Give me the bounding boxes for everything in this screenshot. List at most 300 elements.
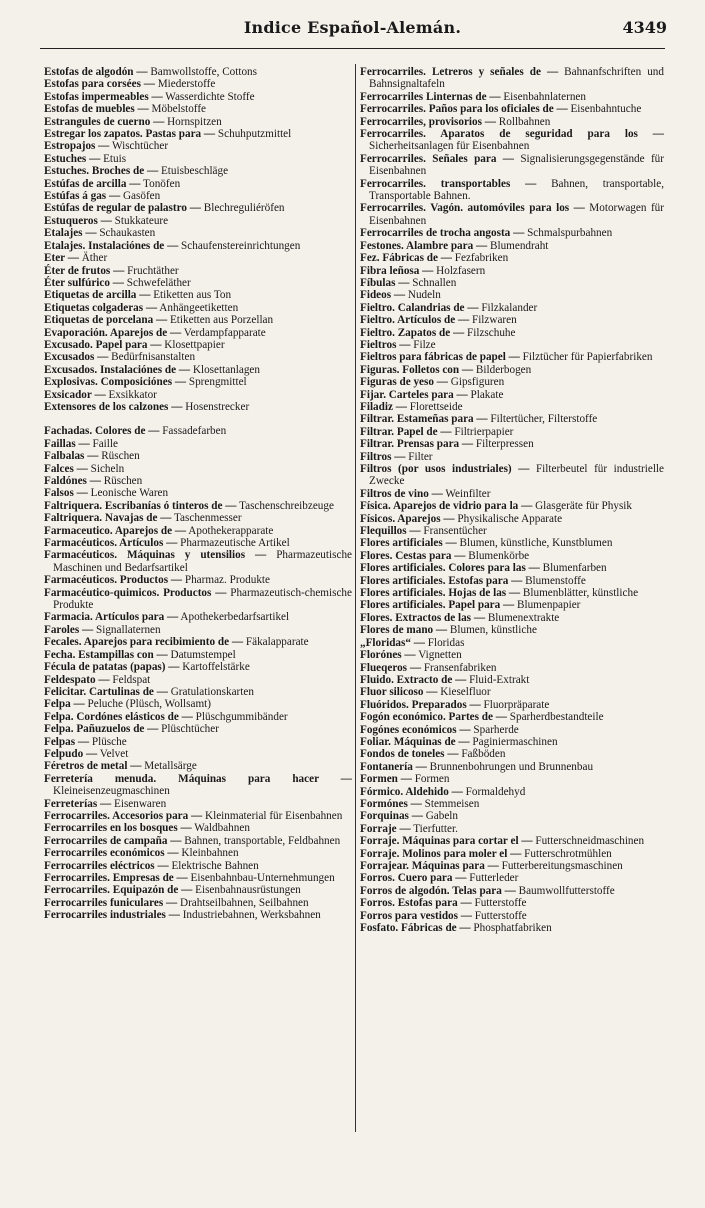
- entry-term: Forrajear. Máquinas para —: [360, 860, 499, 872]
- entry-term: Fluido. Extracto de —: [360, 673, 467, 686]
- entry-translation: Tierfutter.: [410, 822, 458, 835]
- entry-translation: Eisenbahnbau-Unternehmungen: [187, 872, 335, 884]
- entry-term: Faillas —: [44, 437, 90, 450]
- index-entry: [44, 661, 352, 673]
- entry-term: Fondos de toneles —: [360, 748, 459, 761]
- entry-term: Felicitar. Cartulinas de —: [44, 685, 168, 698]
- index-entry: [360, 240, 664, 252]
- entry-term: Felpudo —: [44, 747, 98, 760]
- index-entry: [360, 202, 664, 227]
- entry-translation: Blechreguliéröfen: [200, 202, 285, 215]
- entry-term: Etalajes. Instalaciónes de —: [44, 239, 179, 252]
- entry-translation: Signallaternen: [93, 623, 161, 636]
- entry-translation: Eisenbahnlaternen: [500, 90, 586, 103]
- entry-translation: Nudeln: [405, 289, 441, 302]
- entry-term: Fécula de patatas (papas) —: [44, 661, 180, 674]
- index-entry: [360, 537, 664, 549]
- entry-translation: Schaukasten: [96, 227, 156, 240]
- entry-translation: Pharmazeutisch-chemische Produkte: [53, 586, 352, 612]
- entry-term: Éter sulfúrico —: [44, 276, 124, 289]
- entry-term: Ferrocarriles industriales —: [44, 909, 180, 922]
- entry-translation: Fezfabriken: [451, 252, 509, 265]
- index-entry: [360, 116, 664, 128]
- index-entry: [44, 91, 352, 103]
- entry-term: Estropajos —: [44, 140, 110, 153]
- entry-translation: Faille: [89, 437, 118, 450]
- entry-translation: Taschenmesser: [171, 512, 242, 525]
- index-entry: [360, 910, 664, 922]
- entry-term: Estregar los zapatos. Pastas para —: [44, 128, 216, 141]
- entry-term: Forraje. Molinos para moler el —: [360, 847, 522, 860]
- index-entry: [360, 451, 664, 463]
- entry-term: Filtrar. Prensas para —: [360, 438, 474, 451]
- index-entry: [360, 351, 664, 363]
- entry-translation: Formaldehyd: [462, 785, 526, 798]
- index-entry: [360, 810, 664, 822]
- index-entry: [360, 624, 664, 636]
- entry-term: Estofas impermeables —: [44, 90, 163, 103]
- entry-translation: Sparherde: [470, 723, 519, 736]
- index-entry: [44, 537, 352, 549]
- entry-translation: Schmalspurbahnen: [524, 227, 613, 240]
- index-entry: [44, 103, 352, 115]
- entry-translation: Blumen, künstliche: [447, 624, 537, 637]
- page-header: [0, 18, 705, 48]
- index-entry: [44, 773, 352, 798]
- entry-term: Formónes —: [360, 797, 422, 810]
- index-entry: [44, 140, 352, 152]
- index-entry: [360, 860, 664, 872]
- entry-translation: Schuhputzmittel: [215, 128, 292, 141]
- entry-term: Estuches —: [44, 152, 101, 165]
- entry-translation: Bahnen, transportable, Transportable Bahnen.: [369, 177, 665, 203]
- entry-term: Farmacéuticos. Máquinas y utensilios —: [44, 549, 267, 562]
- entry-term: Felpas —: [44, 735, 90, 748]
- entry-translation: Physikalische Apparate: [454, 512, 563, 525]
- entry-translation: Weinfilter: [442, 487, 491, 500]
- index-entry: [360, 798, 664, 810]
- entry-term: Ferrocarriles. Aparatos de seguridad para los —: [360, 128, 664, 141]
- entry-translation: Schnallen: [409, 276, 457, 289]
- entry-translation: Plüsche: [89, 735, 127, 748]
- entry-term: Filtros (por usos industriales) —: [360, 463, 530, 475]
- entry-term: Etalajes —: [44, 227, 97, 240]
- index-entry: [44, 611, 352, 623]
- entry-term: Filtros de vino —: [360, 487, 443, 500]
- index-entry: [44, 847, 352, 859]
- entry-translation: Futterschrotmühlen: [521, 847, 612, 860]
- entry-term: Forros. Cuero para —: [360, 872, 467, 885]
- index-entry: [360, 401, 664, 413]
- index-entry: [360, 426, 664, 438]
- index-entry: [44, 153, 352, 165]
- entry-translation: Filterbeutel für industrielle Zwecke: [369, 463, 664, 488]
- entry-term: Faldónes —: [44, 475, 101, 487]
- entry-term: Estuches. Broches de —: [44, 165, 159, 178]
- index-entry: [360, 525, 664, 537]
- entry-term: Festones. Alambre para —: [360, 239, 488, 252]
- entry-term: Florónes —: [360, 649, 416, 662]
- entry-translation: Blumenblätter, künstliche: [520, 587, 639, 600]
- index-entry: [360, 488, 664, 500]
- entry-term: Fibra leñosa —: [360, 264, 434, 277]
- index-entry: [44, 389, 352, 401]
- entry-translation: Filzkalander: [478, 301, 538, 314]
- entry-term: Farmaceutico. Aparejos de —: [44, 524, 187, 537]
- entry-term: Fieltro. Calandrias de —: [360, 301, 479, 314]
- entry-translation: Bamwollstoffe, Cottons: [147, 66, 258, 78]
- index-entry: [44, 314, 352, 326]
- index-entry: [44, 822, 352, 834]
- entry-term: Falbalas —: [44, 450, 99, 463]
- entry-term: Forros para vestidos —: [360, 909, 472, 922]
- entry-term: Ferreterías —: [44, 797, 112, 810]
- entry-translation: Futterbereitungsmaschinen: [498, 860, 623, 872]
- index-entry: [360, 922, 664, 934]
- index-entry: [44, 674, 352, 686]
- entry-translation: Wasserdichte Stoffe: [162, 90, 255, 103]
- index-entry: [44, 860, 352, 872]
- index-entry: [44, 748, 352, 760]
- entry-translation: Blumenfarben: [539, 562, 607, 575]
- entry-term: Estrangules de cuerno —: [44, 115, 165, 128]
- index-entry: [360, 736, 664, 748]
- entry-term: Ferrocarriles. Accesorios para —: [44, 809, 203, 822]
- index-entry: [44, 351, 352, 363]
- index-entry: [360, 252, 664, 264]
- entry-translation: Filze: [410, 338, 436, 351]
- entry-term: Flores de mano —: [360, 624, 448, 637]
- entry-translation: Miederstoffe: [154, 78, 216, 91]
- index-entry: [360, 587, 664, 599]
- entry-term: Felpa —: [44, 698, 85, 711]
- entry-term: Fosfato. Fábricas de —: [360, 922, 471, 935]
- entry-term: Falces —: [44, 462, 88, 475]
- index-entry: [360, 562, 664, 574]
- entry-translation: Etuisbeschläge: [158, 165, 229, 178]
- index-entry: [44, 302, 352, 314]
- entry-translation: Baumwollfutterstoffe: [515, 884, 615, 897]
- entry-translation: Gabeln: [422, 810, 459, 823]
- entry-translation: Blumenextrakte: [485, 611, 560, 624]
- entry-translation: Stemmeisen: [421, 797, 480, 810]
- index-entry: [44, 190, 352, 202]
- entry-translation: Rüschen: [100, 475, 143, 487]
- entry-translation: Hosenstrecker: [182, 400, 250, 413]
- entry-term: Fachadas. Colores de —: [44, 425, 160, 438]
- entry-translation: Verdampfapparate: [181, 326, 266, 339]
- index-entry: [360, 637, 664, 649]
- entry-translation: Gasöfen: [120, 190, 161, 203]
- index-entry: [360, 227, 664, 239]
- entry-translation: Fransentücher: [420, 525, 487, 538]
- index-entry: [44, 116, 352, 128]
- entry-term: Figuras de yeso —: [360, 376, 448, 389]
- entry-translation: Schwefeläther: [123, 276, 191, 289]
- index-entry: [44, 202, 352, 214]
- entry-term: Flores artificiales. Papel para —: [360, 599, 515, 612]
- entry-term: Flores. Extractos de las —: [360, 611, 486, 624]
- index-entry: [44, 66, 352, 78]
- index-entry: [360, 66, 664, 91]
- index-entry: [360, 786, 664, 798]
- index-entry: [44, 512, 352, 524]
- entry-translation: Peluche (Plüsch, Wollsamt): [84, 698, 212, 711]
- entry-translation: Etuis: [100, 152, 127, 165]
- entry-translation: Gipsfiguren: [447, 376, 505, 389]
- entry-translation: Blumen, künstliche, Kunstblumen: [456, 537, 613, 550]
- entry-term: Féretros de metal —: [44, 760, 142, 773]
- entry-term: Eter —: [44, 252, 79, 265]
- entry-term: Filtrar. Estameñas para —: [360, 413, 488, 426]
- index-entry: [360, 463, 664, 488]
- entry-term: Fíbulas —: [360, 276, 410, 289]
- entry-term: Flores. Cestas para —: [360, 549, 466, 562]
- entry-term: Fogón económico. Partes de —: [360, 711, 507, 724]
- index-entry: [360, 327, 664, 339]
- index-entry: [44, 587, 352, 612]
- index-entry: [360, 662, 664, 674]
- entry-translation: Rollbahnen: [495, 115, 551, 128]
- entry-translation: Fruchtäther: [124, 264, 179, 277]
- entry-term: Estúfas á gas —: [44, 190, 121, 203]
- index-entry: [44, 463, 352, 475]
- index-entry: [44, 872, 352, 884]
- index-entry: [44, 289, 352, 301]
- entry-translation: Exsikkator: [105, 388, 157, 401]
- index-entry: [360, 413, 664, 425]
- entry-translation: Florettseide: [406, 400, 463, 413]
- entry-term: Felpa. Pañuzuelos de —: [44, 723, 159, 736]
- right-column: [360, 66, 664, 934]
- entry-translation: Apothekerbedarfsartikel: [178, 611, 290, 624]
- left-column: [44, 66, 352, 922]
- index-entry: [44, 810, 352, 822]
- entry-translation: Fransenfabriken: [421, 661, 497, 674]
- entry-translation: Phosphatfabriken: [470, 922, 552, 935]
- entry-translation: Filzwaren: [469, 314, 517, 327]
- entry-translation: Blumendraht: [487, 239, 549, 252]
- entry-translation: Sparherdbestandteile: [506, 711, 604, 724]
- entry-translation: Taschenschreibzeuge: [236, 499, 334, 512]
- entry-term: Faltriquera. Navajas de —: [44, 512, 172, 525]
- entry-term: Fieltros —: [360, 338, 411, 351]
- index-entry: [44, 227, 352, 239]
- index-entry: [44, 835, 352, 847]
- index-entry: [44, 636, 352, 648]
- index-entry: [44, 438, 352, 450]
- entry-translation: Möbelstoffe: [148, 103, 207, 116]
- index-entry: [360, 438, 664, 450]
- index-entry: [360, 265, 664, 277]
- entry-term: Exsicador —: [44, 388, 106, 401]
- entry-term: Feldespato —: [44, 673, 110, 686]
- entry-translation: Eisenbahnausrüstungen: [192, 884, 301, 897]
- index-entry: [360, 302, 664, 314]
- entry-term: Estúfas de regular de palastro —: [44, 202, 201, 215]
- entry-translation: Filztücher für Papierfabriken: [519, 351, 653, 364]
- index-entry: [360, 724, 664, 736]
- entry-term: Ferrocarriles en los bosques —: [44, 822, 192, 835]
- entry-translation: Plüschgummibänder: [192, 710, 288, 723]
- index-entry: [360, 773, 664, 785]
- index-entry: [44, 425, 352, 437]
- entry-translation: Blumenstoffe: [522, 574, 586, 587]
- index-entry: [360, 389, 664, 401]
- entry-term: Flores artificiales. Estofas para —: [360, 574, 523, 587]
- index-entry: [360, 885, 664, 897]
- entry-translation: Hornspitzen: [164, 115, 222, 128]
- entry-translation: Sicherheitsanlagen für Eisenbahnen: [369, 140, 530, 153]
- entry-term: Filtrar. Papel de —: [360, 425, 452, 438]
- entry-term: Ferrocarriles eléctricos —: [44, 859, 169, 872]
- index-entry: [44, 760, 352, 772]
- entry-term: Etiquetas de porcelana —: [44, 314, 168, 327]
- entry-term: Estofas para corsées —: [44, 78, 155, 91]
- entry-term: Fontanería —: [360, 760, 427, 773]
- entry-term: Falsos —: [44, 487, 88, 500]
- entry-translation: Floridas: [424, 636, 465, 649]
- index-entry: [360, 339, 664, 351]
- entry-translation: Stukkateure: [111, 214, 169, 227]
- index-entry: [360, 103, 664, 115]
- entry-translation: Waldbahnen: [191, 822, 250, 835]
- entry-term: Estuqueros —: [44, 214, 112, 227]
- entry-translation: Bahnen, transportable, Feldbahnen: [181, 834, 341, 847]
- entry-translation: Pharmaz. Produkte: [182, 574, 270, 587]
- entry-translation: Plüschtücher: [158, 723, 219, 736]
- entry-term: Ferrocarriles. Señales para —: [360, 152, 514, 165]
- entry-term: Farmacéuticos. Artículos —: [44, 537, 178, 550]
- entry-term: Físicos. Aparejos —: [360, 512, 455, 525]
- index-entry: [44, 897, 352, 909]
- index-entry: [360, 128, 664, 153]
- entry-term: Fluor silicoso —: [360, 686, 438, 699]
- entry-term: Explosivas. Composiciónes —: [44, 376, 187, 389]
- entry-term: Filtros —: [360, 450, 406, 463]
- index-entry: [44, 252, 352, 264]
- index-entry: [44, 364, 352, 376]
- index-entry: [360, 599, 664, 611]
- entry-term: Ferrocarriles. Equipazón de —: [44, 884, 193, 897]
- page-number: 4349: [622, 18, 667, 37]
- index-entry: [44, 327, 352, 339]
- index-entry: [44, 525, 352, 537]
- entry-translation: Etiketten aus Porzellan: [167, 314, 274, 327]
- index-entry: [44, 475, 352, 487]
- index-entry: [44, 624, 352, 636]
- index-entry: [44, 500, 352, 512]
- entry-translation: Bilderbogen: [473, 363, 532, 376]
- index-entry: [44, 165, 352, 177]
- index-entry: [360, 364, 664, 376]
- entry-term: Ferrocarriles. Paños para los oficiales de —: [360, 103, 568, 116]
- index-entry: [44, 215, 352, 227]
- entry-term: Fideos —: [360, 289, 406, 302]
- entry-term: Forraje —: [360, 822, 411, 835]
- entry-translation: Fassadefarben: [159, 425, 227, 438]
- entry-translation: Eisenbahntuche: [567, 103, 642, 116]
- entry-translation: Pharmazeutische Artikel: [177, 537, 290, 550]
- entry-translation: Etiketten aus Ton: [150, 289, 232, 302]
- entry-term: Ferrocarriles de trocha angosta —: [360, 227, 525, 240]
- entry-term: Farmacéutico-quimicos. Productos —: [44, 586, 227, 599]
- entry-translation: Bahnanfschriften und Bahnsignaltafeln: [369, 66, 664, 91]
- index-entry: [360, 848, 664, 860]
- entry-translation: Schaufenstereinrichtungen: [178, 239, 301, 252]
- index-entry: [360, 91, 664, 103]
- entry-term: Flores artificiales —: [360, 537, 457, 550]
- entry-translation: Futterleder: [466, 872, 519, 885]
- index-entry: [44, 711, 352, 723]
- entry-term: Fogónes económicos —: [360, 723, 471, 736]
- index-entry: [360, 674, 664, 686]
- entry-translation: Filzschuhe: [464, 326, 516, 339]
- index-entry: [360, 649, 664, 661]
- entry-translation: Futterstoffe: [471, 909, 527, 922]
- index-entry: [360, 376, 664, 388]
- index-entry: [44, 450, 352, 462]
- entry-translation: Anhängeetiketten: [157, 301, 239, 314]
- index-entry: [360, 711, 664, 723]
- entry-term: Flores artificiales. Hojas de las —: [360, 587, 521, 600]
- entry-term: Fecha. Estampillas con —: [44, 648, 168, 661]
- entry-term: Excusado. Papel para —: [44, 338, 162, 351]
- entry-term: Etiquetas colgaderas —: [44, 301, 158, 314]
- entry-term: Ferrocarriles, provisorios —: [360, 115, 496, 128]
- entry-term: Excusados —: [44, 351, 109, 364]
- entry-translation: Plakate: [467, 388, 504, 401]
- entry-translation: Filterpressen: [473, 438, 534, 451]
- entry-term: Farmacia. Artículos para —: [44, 611, 179, 624]
- index-entry: [44, 401, 352, 413]
- entry-translation: Brunnenbohrungen und Brunnenbau: [426, 760, 594, 773]
- index-entry: [360, 823, 664, 835]
- entry-translation: Kleinmaterial für Eisenbahnen: [202, 809, 343, 822]
- entry-translation: Faßböden: [458, 748, 506, 761]
- index-entry: [44, 376, 352, 388]
- index-entry: [44, 723, 352, 735]
- entry-translation: Futterstoffe: [471, 897, 527, 910]
- entry-translation: Rüschen: [98, 450, 140, 463]
- entry-term: Ferrocarriles. Empresas de —: [44, 872, 188, 884]
- entry-term: Figuras. Folletos con —: [360, 363, 474, 376]
- entry-term: Etiquetas de arcilla —: [44, 289, 151, 302]
- index-entry: [44, 487, 352, 499]
- entry-term: Farmacéuticos. Productos —: [44, 574, 183, 587]
- index-entry: [44, 78, 352, 90]
- entry-translation: Signalisierungsgegenstände für Eisenbahnen: [369, 152, 664, 178]
- entry-term: Ferrocarriles. transportables —: [360, 177, 537, 190]
- entry-translation: Metallsärge: [141, 760, 197, 773]
- index-entry: [44, 686, 352, 698]
- index-entry: [44, 265, 352, 277]
- entry-term: Fieltros para fábricas de papel —: [360, 351, 520, 364]
- entry-term: Forraje. Máquinas para cortar el —: [360, 835, 533, 848]
- entry-translation: Paginiermaschinen: [469, 735, 558, 748]
- entry-term: Felpa. Cordónes elásticos de —: [44, 710, 193, 723]
- entry-translation: Äther: [78, 252, 108, 265]
- entry-translation: Datumstempel: [167, 648, 236, 661]
- entry-translation: Filter: [405, 450, 433, 463]
- index-entry: [44, 798, 352, 810]
- entry-term: Estúfas de arcilla —: [44, 177, 141, 190]
- index-entry: [360, 748, 664, 760]
- entry-translation: Feldspat: [109, 673, 151, 686]
- index-entry: [360, 277, 664, 289]
- index-entry: [360, 686, 664, 698]
- entry-translation: Sprengmittel: [186, 376, 247, 389]
